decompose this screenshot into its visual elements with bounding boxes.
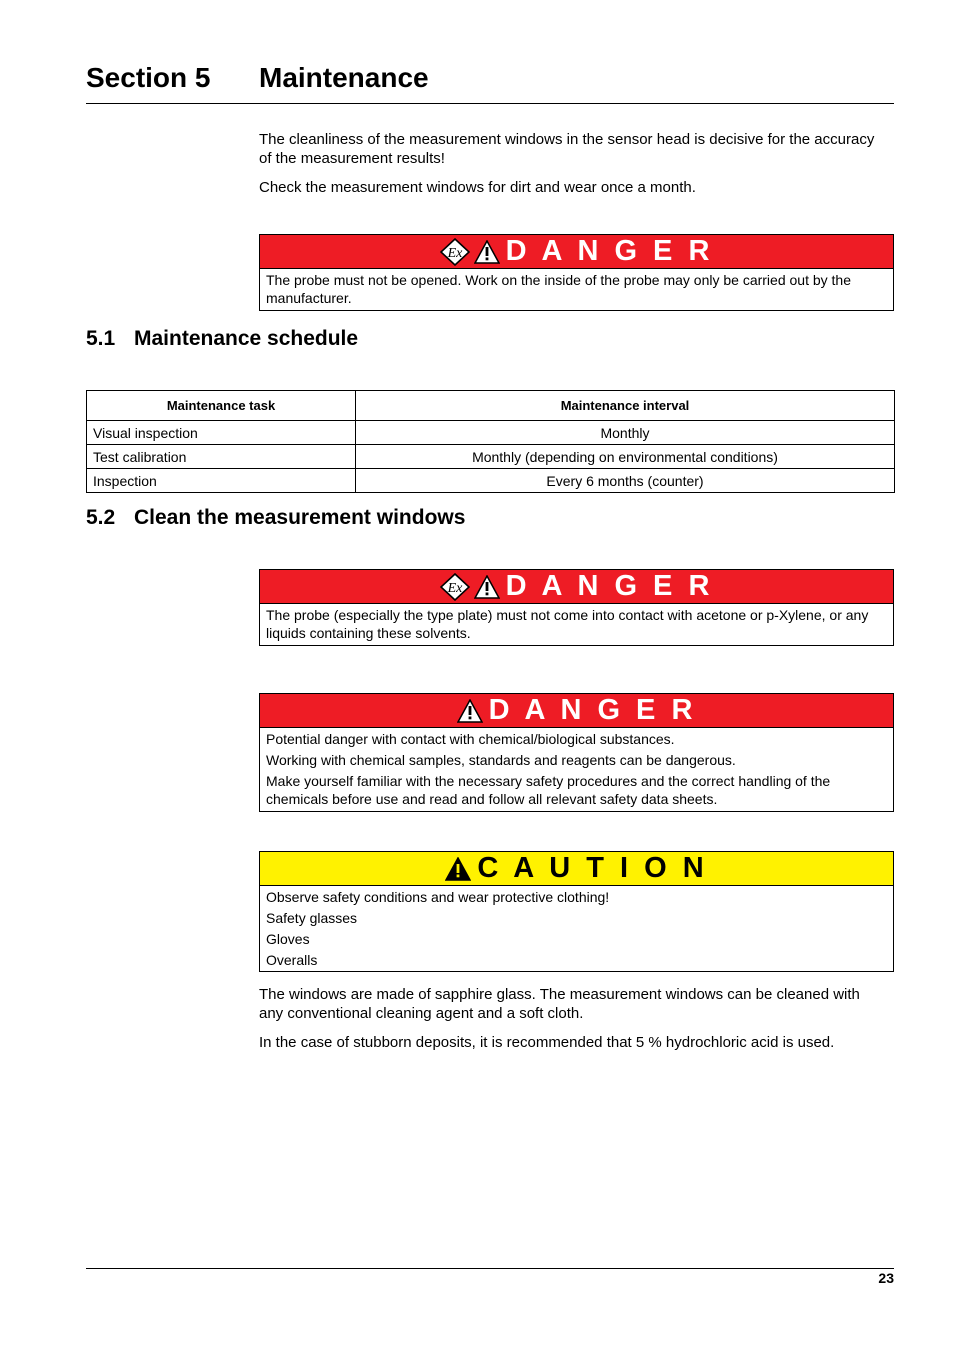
caution-banner [260,852,893,886]
table-cell-task: Test calibration [87,445,356,469]
danger-body [260,728,893,815]
danger-line: Make yourself familiar with the necessary safety procedures and the correct handling of the chemicals before use and read and follow all relevant safety data sheets. [266,773,831,807]
subsection-title: Clean the measurement windows [134,506,466,529]
danger-notice-solvents [259,569,894,646]
section-title: Maintenance [259,62,429,93]
danger-line: Potential danger with contact with chemical/biological substances. [266,731,675,747]
section-number: Section 5 [86,62,211,93]
section-header [86,60,894,104]
danger-banner [260,570,893,604]
caution-line: Gloves [266,931,310,947]
caution-line: Observe safety conditions and wear protective clothing! [266,889,610,905]
table-cell-task: Inspection [87,469,356,493]
danger-label: D A N G E R [505,235,714,267]
table-cell-task: Visual inspection [87,421,356,445]
danger-notice-chemicals [259,693,894,812]
page-number: 23 [878,1270,894,1286]
outro-paragraph-2: In the case of stubborn deposits, it is recommended that 5 % hydrochloric acid is used. [259,1034,835,1051]
subsection-heading-5-2 [86,506,465,530]
subsection-number: 5.2 [86,506,116,529]
danger-banner [260,694,893,728]
table-row [87,421,895,445]
subsection-heading-5-1 [86,327,358,351]
column-header-task: Maintenance task [87,391,356,421]
warning-triangle-icon [474,240,500,264]
caution-body [260,886,893,976]
warning-triangle-icon [474,575,500,599]
footer-rule [86,1268,894,1269]
danger-line: Working with chemical samples, standards and reagents can be dangerous. [266,752,736,768]
warning-triangle-icon [445,857,471,881]
ex-explosion-icon [440,573,470,601]
danger-label: D A N G E R [488,694,697,726]
outro-paragraph-1: The windows are made of sapphire glass. The measurement windows can be cleaned with any conventional cleaning agent and a soft cloth. [259,986,860,1022]
table-cell-interval: Every 6 months (counter) [356,469,895,493]
caution-notice [259,851,894,972]
ex-symbol-label: Ex [447,245,462,261]
warning-triangle-icon [457,699,483,723]
subsection-number: 5.1 [86,327,116,350]
table-row [87,469,895,493]
table-cell-interval: Monthly (depending on environmental conditions) [356,445,895,469]
ex-symbol-label: Ex [447,580,462,596]
column-header-interval: Maintenance interval [356,391,895,421]
danger-text: The probe (especially the type plate) must not come into contact with acetone or p-Xylene, or any liquids containing these solvents. [266,607,869,641]
intro-paragraph-1: The cleanliness of the measurement windows in the sensor head is decisive for the accuracy of the measurement results! [259,131,875,167]
caution-line: Overalls [266,952,318,968]
danger-banner [260,235,893,269]
caution-line: Safety glasses [266,910,358,926]
ex-explosion-icon [440,238,470,266]
table-cell-interval: Monthly [356,421,895,445]
subsection-title: Maintenance schedule [134,327,359,350]
danger-text: The probe must not be opened. Work on the inside of the probe may only be carried out by the manufacturer. [266,272,851,306]
table-row [87,445,895,469]
danger-notice-opening [259,234,894,311]
caution-label: C A U T I O N [477,852,708,884]
intro-paragraph-2: Check the measurement windows for dirt and wear once a month. [259,179,696,196]
danger-label: D A N G E R [505,570,714,602]
maintenance-schedule-table [86,390,895,493]
